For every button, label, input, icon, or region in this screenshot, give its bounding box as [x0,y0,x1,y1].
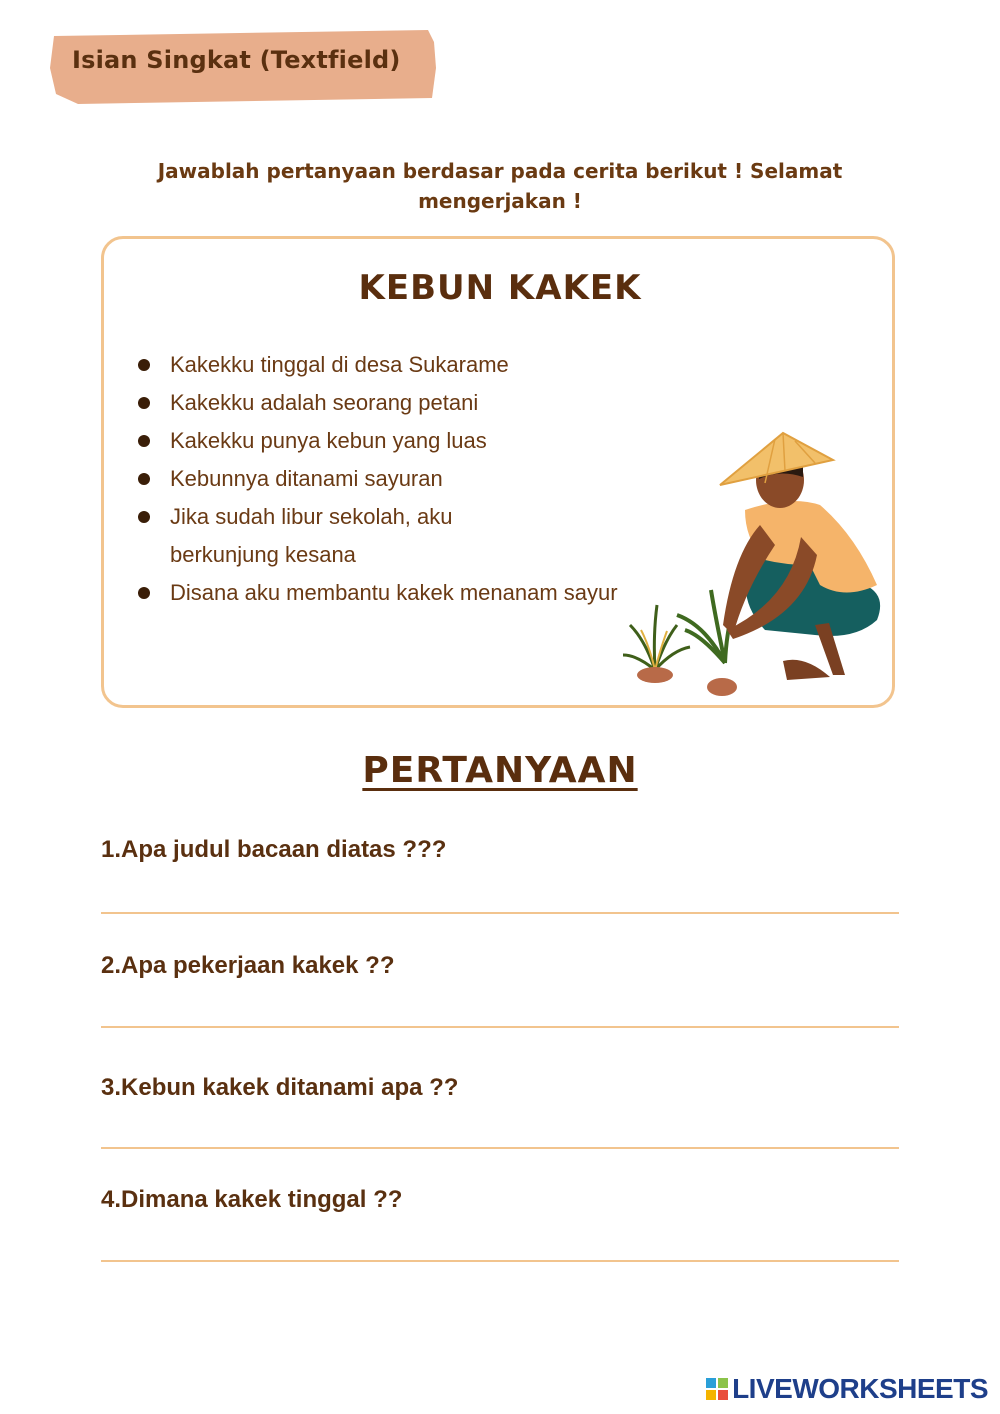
story-item [138,346,638,384]
answer-field-2[interactable] [101,1026,899,1028]
bullet-icon [138,435,150,447]
question-1: 1.Apa judul bacaan diatas ??? [101,836,447,863]
answer-field-4[interactable] [101,1260,899,1262]
instruction-text: Jawablah pertanyaan berdasar pada cerita berikut ! Selamat mengerjakan ! [157,159,843,213]
answer-field-1[interactable] [101,912,899,914]
story-item [138,384,638,422]
questions-title-text: PERTANYAAN [362,750,638,791]
questions-title [0,750,1000,791]
bullet-icon [138,587,150,599]
question-2: 2.Apa pekerjaan kakek ?? [101,952,395,979]
story-item-text: Kakekku adalah seorang petani [170,390,479,415]
story-list [138,346,638,612]
story-item [138,422,638,460]
brand-watermark [706,1374,988,1404]
bullet-icon [138,359,150,371]
story-title: KEBUN KAKEK [358,268,642,308]
worksheet-type-label: Isian Singkat (Textfield) [72,46,401,74]
story-item-text: Jika sudah libur sekolah, aku berkunjung kesana [170,504,453,567]
story-item-text: Disana aku membantu kakek menanam sayur [170,580,618,605]
story-item [138,460,638,498]
answer-field-3[interactable] [101,1147,899,1149]
story-item [138,498,530,574]
story-item-text: Kakekku tinggal di desa Sukarame [170,352,509,377]
worksheet-type-tag [48,28,440,104]
question-4: 4.Dimana kakek tinggal ?? [101,1186,403,1213]
bullet-icon [138,511,150,523]
story-item-text: Kakekku punya kebun yang luas [170,428,487,453]
bullet-icon [138,473,150,485]
brand-name: LIVEWORKSHEETS [732,1373,988,1404]
story-item [138,574,640,612]
farmer-illustration [615,425,895,700]
question-3: 3.Kebun kakek ditanami apa ?? [101,1074,459,1101]
liveworksheets-logo-icon [706,1378,728,1400]
story-item-text: Kebunnya ditanami sayuran [170,466,443,491]
bullet-icon [138,397,150,409]
